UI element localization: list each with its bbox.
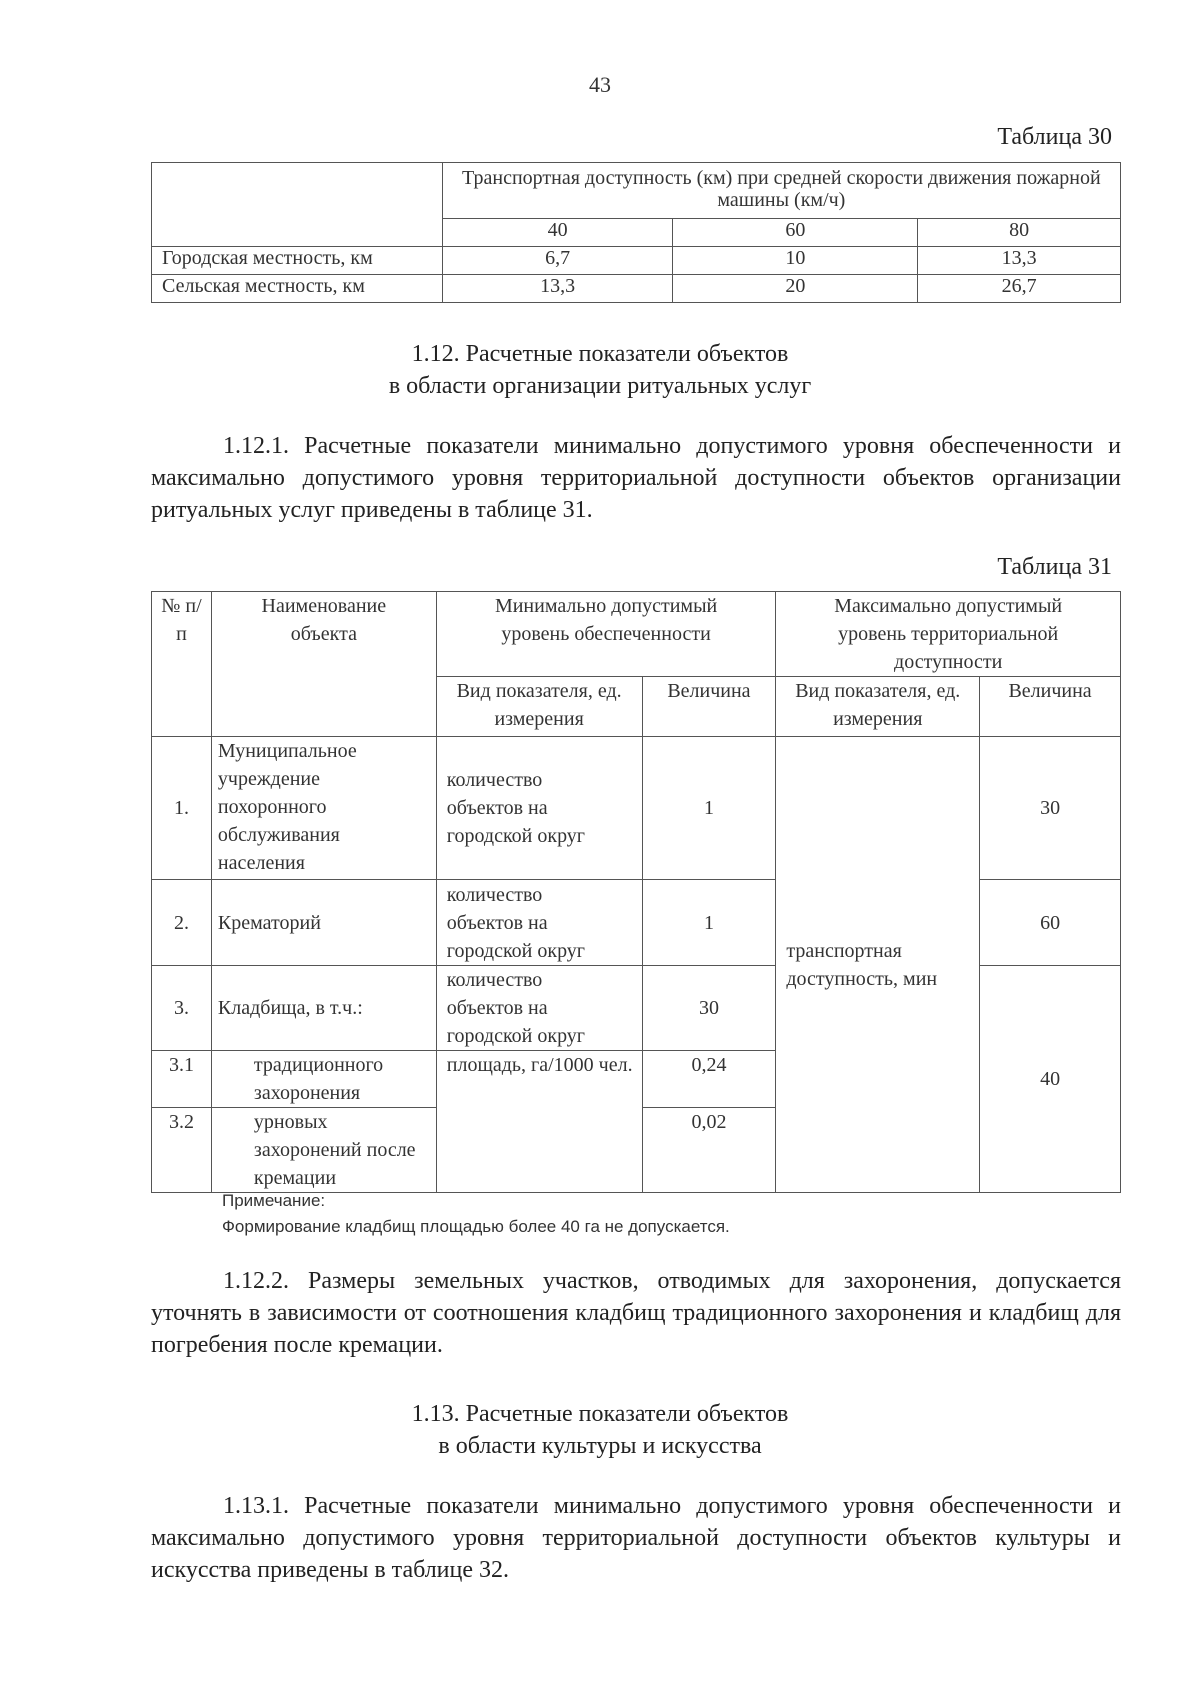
table-30-caption: Таблица 30 <box>997 124 1112 150</box>
cell-value: 13,3 <box>442 275 673 303</box>
paragraph-1-12-2: 1.12.2. Размеры земельных участков, отводимых для захоронения, допускается уточнять в зависимости от соотношения кладбищ традиционного захоронения и кладбищ для погребения после кремации. <box>151 1268 1121 1358</box>
indicator-value: 1 <box>642 737 776 880</box>
header-indicator-kind: Вид показателя, ед. измерения <box>436 677 642 737</box>
row-label: Городская местность, км <box>152 247 443 275</box>
row-number: 3.2 <box>152 1108 212 1193</box>
indicator-kind: количество объектов на городской округ <box>436 966 642 1051</box>
page-number: 43 <box>589 72 611 97</box>
paragraph-1-12-1: 1.12.1. Расчетные показатели минимально допустимого уровня обеспеченности и максимально допустимого уровня территориальной доступности объектов организации ритуальных услуг приведены в таблице 31. <box>151 433 1121 523</box>
indicator-value: 0,24 <box>642 1051 776 1108</box>
max-value: 30 <box>980 737 1121 880</box>
paragraph-1-13-1: 1.13.1. Расчетные показатели минимально допустимого уровня обеспеченности и максимально допустимого уровня территориальной доступности объектов культуры и искусства приведены в таблице 32. <box>151 1493 1121 1583</box>
row-number: 3. <box>152 966 212 1051</box>
speed-80: 80 <box>918 219 1121 247</box>
indicator-value: 30 <box>642 966 776 1051</box>
header-value: Величина <box>642 677 776 737</box>
section-1-12-heading-line2: в области организации ритуальных услуг <box>388 373 812 399</box>
max-value: 60 <box>980 880 1121 966</box>
table-row <box>152 275 1121 303</box>
table-30-corner-cell <box>152 163 443 247</box>
cell-value: 20 <box>673 275 918 303</box>
cell-value: 10 <box>673 247 918 275</box>
header-object-name: Наименование объекта <box>211 592 436 737</box>
header-value: Величина <box>980 677 1121 737</box>
cell-value: 13,3 <box>918 247 1121 275</box>
row-number: 2. <box>152 880 212 966</box>
speed-60: 60 <box>673 219 918 247</box>
table-row <box>152 737 1121 880</box>
section-1-12-heading-line1: 1.12. Расчетные показатели объектов <box>411 341 789 367</box>
indicator-value: 1 <box>642 880 776 966</box>
note-title: Примечание: <box>222 1191 326 1210</box>
table-row <box>152 247 1121 275</box>
object-name: Кладбища, в т.ч.: <box>211 966 436 1051</box>
table-31-caption: Таблица 31 <box>997 554 1112 580</box>
table-31 <box>151 591 1121 1193</box>
speed-40: 40 <box>442 219 673 247</box>
indicator-kind: количество объектов на городской округ <box>436 737 642 880</box>
section-1-13-heading-line1: 1.13. Расчетные показатели объектов <box>411 1401 789 1427</box>
table-30 <box>151 162 1121 303</box>
area-indicator-kind: площадь, га/1000 чел. <box>436 1051 642 1193</box>
object-name: Крематорий <box>211 880 436 966</box>
row-label: Сельская местность, км <box>152 275 443 303</box>
object-name: Муниципальное учреждение похоронного обслуживания населения <box>211 737 436 880</box>
max-indicator-kind: транспортная доступность, мин <box>776 737 980 1193</box>
indicator-kind: количество объектов на городской округ <box>436 880 642 966</box>
section-1-13-heading-line2: в области культуры и искусства <box>438 1433 762 1459</box>
note-text: Формирование кладбищ площадью более 40 га не допускается. <box>222 1217 730 1236</box>
max-value: 40 <box>980 966 1121 1193</box>
header-number: № п/п <box>152 592 212 737</box>
object-name: традиционного захоронения <box>211 1051 436 1108</box>
row-number: 1. <box>152 737 212 880</box>
cell-value: 26,7 <box>918 275 1121 303</box>
header-indicator-kind: Вид показателя, ед. измерения <box>776 677 980 737</box>
table-30-header: Транспортная доступность (км) при средней скорости движения пожарной машины (км/ч) <box>442 163 1120 219</box>
header-min-provision: Минимально допустимый уровень обеспеченности <box>436 592 776 677</box>
object-name: урновых захоронений после кремации <box>211 1108 436 1193</box>
cell-value: 6,7 <box>442 247 673 275</box>
header-max-accessibility: Максимально допустимый уровень территориальной доступности <box>776 592 1121 677</box>
row-number: 3.1 <box>152 1051 212 1108</box>
indicator-value: 0,02 <box>642 1108 776 1193</box>
